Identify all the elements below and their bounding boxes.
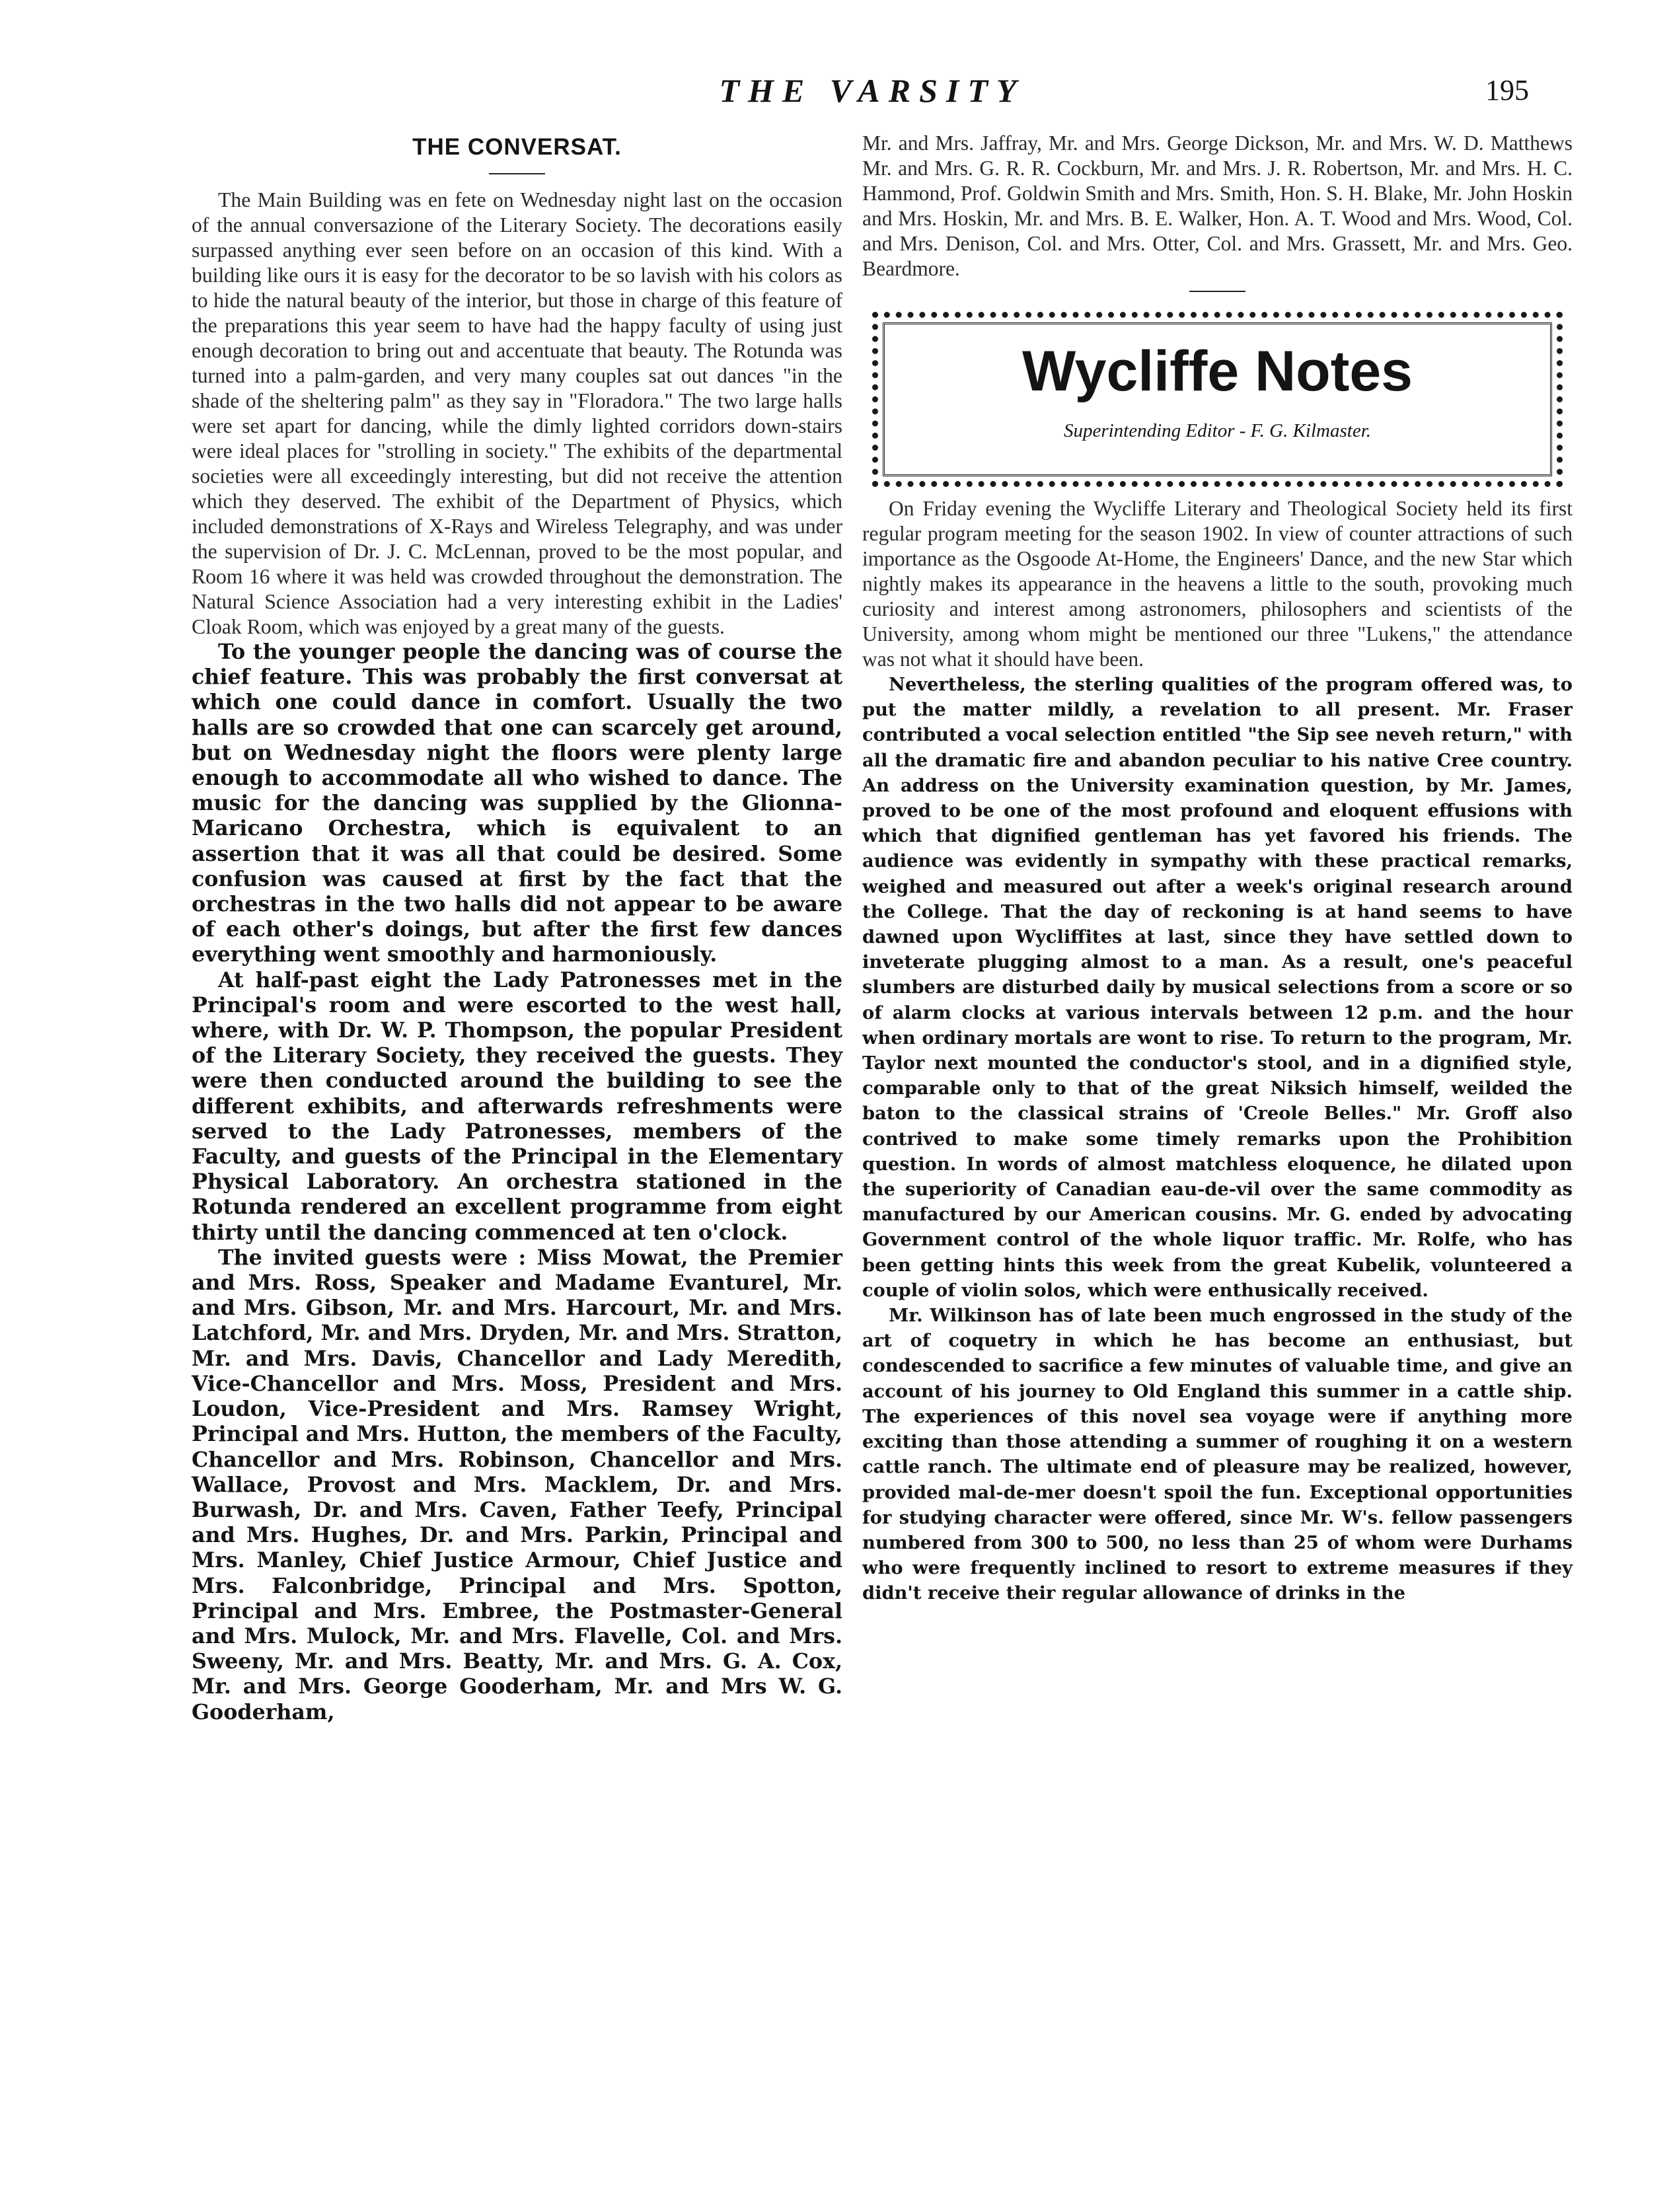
section-editor: Superintending Editor - F. G. Kilmaster. xyxy=(1063,420,1372,441)
article-paragraph: The Main Building was en fete on Wednesday night last on the occasion of the annual conversazione of the Literary Society. The decorations easily surpassed anything ever seen before on an occasion of this kind. With a building like ours it is easy for the decorator to be so lavish with his colors as to hide the natural beauty of the interior, but those in charge of this feature of the preparations this year seem to have had the happy faculty of using just enough decoration to bring out and accentuate that beauty. The Rotunda was turned into a palm-garden, and very many couples sat out dances "in the shade of the sheltering palm" as they say in "Floradora." The two large halls were set apart for dancing, while the dimly lighted corridors down-stairs were ideal places for "strolling in society." The exhibits of the departmental societies were all exceedingly interesting, but did not receive the attention which they deserved. The exhibit of the Department of Physics, which included demonstrations of X-Rays and Wireless Telegraphy, and was under the supervision of Dr. J. C. McLennan, proved to be the most popular, and Room 16 where it was held was crowded throughout the demonstration. The Natural Science Association had a very interesting exhibit in the Ladies' Cloak Room, which was enjoyed by a great many of the guests. xyxy=(192,188,842,638)
left-column xyxy=(192,131,842,1725)
guest-list-paragraph: The invited guests were : Miss Mowat, the Premier and Mrs. Ross, Speaker and Madame Evanturel, Mr. and Mrs. Gibson, Mr. and Mrs. Harcourt, Mr. and Mrs. Latchford, Mr. and Mrs. Dryden, Mr. and Mrs. Stratton, Mr. and Mrs. Davis, Chancellor and Lady Meredith, Vice-Chancellor and Mrs. Moss, President and Mrs. Loudon, Vice-President and Mrs. Ramsey Wright, Principal and Mrs. Hutton, the members of the Faculty, Chancellor and Mrs. Robinson, Chancellor and Mrs. Wallace, Provost and Mrs. Macklem, Dr. and Mrs. Burwash, Dr. and Mrs. Caven, Father Teefy, Principal and Mrs. Hughes, Dr. and Mrs. Parkin, Principal and Mrs. Manley, Chief Justice Armour, Chief Justice and Mrs. Falconbridge, Principal and Mrs. Spotton, Principal and Mrs. Embree, the Postmaster-General and Mrs. Mulock, Mr. and Mrs. Flavelle, Col. and Mrs. Sweeny, Mr. and Mrs. Beatty, Mr. and Mrs. G. A. Cox, Mr. and Mrs. George Gooderham, Mr. and Mrs W. G. Gooderham, xyxy=(192,1245,842,1724)
notes-paragraph: Mr. Wilkinson has of late been much engrossed in the study of the art of coquetry in which he has become an enthusiast, but condescended to sacrifice a few minutes of valuable time, and give an account of his journey to Old England this summer in a cattle ship. The experiences of this novel sea voyage were if anything more exciting than those attending a summer of roughing it on a western cattle ranch. The ultimate end of pleasure may be realized, however, provided mal-de-mer doesn't spoil the fun. Exceptional opportunities for studying character were offered, since Mr. W's. fellow passengers numbered from 300 to 500, no less than 25 of whom were Durhams who were frequently inclined to resort to extreme measures if they didn't receive their regular allowance of drinks in the xyxy=(862,1305,1573,1604)
guest-list-continuation: Mr. and Mrs. Jaffray, Mr. and Mrs. George Dickson, Mr. and Mrs. W. D. Matthews Mr. and Mrs. G. R. R. Cockburn, Mr. and Mrs. J. R. Robertson, Mr. and Mrs. H. C. Hammond, Prof. Goldwin Smith and Mrs. Smith, Hon. S. H. Blake, Mr. John Hoskin and Mrs. Hoskin, Mr. and Mrs. B. E. Walker, Hon. A. T. Wood and Mrs. Wood, Col. and Mrs. Denison, Col. and Mrs. Otter, Col. and Mrs. Grassett, Mr. and Mrs. Geo. Beardmore. xyxy=(862,131,1573,280)
section-title: Wycliffe Notes xyxy=(1022,340,1413,403)
notes-paragraph: On Friday evening the Wycliffe Literary and Theological Society held its first regular program meeting for the season 1902. In view of counter attractions of such importance as the Osgoode At-Home, the Engineers' Dance, and the new Star which nightly makes its appearance in the heavens a little to the south, provoking much curiosity and interest among astronomers, philosophers and scientists of the University, among whom might be mentioned our three "Lukens," the attendance was not what it should have been. xyxy=(862,497,1573,671)
heading-rule xyxy=(489,173,545,174)
article-paragraph: To the younger people the dancing was of course the chief feature. This was probably the first conversat at which one could dance in comfort. Usually the two halls are so crowded that one can scarcely get around, but on Wednesday night the floors were plenty large enough to accommodate all who wished to dance. The music for the dancing was supplied by the Glionna-Maricano Orchestra, which is equivalent to an assertion that it was all that could be desired. Some confusion was caused at first by the fact that the orchestras in the two halls did not appear to be aware of each other's doings, but after the first few dances everything went smoothly and harmoniously. xyxy=(192,640,842,967)
right-column xyxy=(862,131,1573,1606)
article-paragraph: At half-past eight the Lady Patronesses met in the Principal's room and were escorted to the west hall, where, with Dr. W. P. Thompson, the popular President of the Literary Society, they received the guests. They were then conducted around the building to see the different exhibits, and afterwards refreshments were served to the Lady Patronesses, members of the Faculty, and guests of the Principal in the Elementary Physical Laboratory. An orchestra stationed in the Rotunda rendered an excellent programme from eight thirty until the dancing commenced at ten o'clock. xyxy=(192,967,842,1245)
publication-title: THE VARSITY xyxy=(719,72,1025,109)
notes-paragraph: Nevertheless, the sterling qualities of the program offered was, to put the matter mildly, a revelation to all present. Mr. Fraser contributed a vocal selection entitled "the Sip see neveh return," with all the dramatic fire and abandon peculiar to his native Cree country. An address on the University examination question, by Mr. James, proved to be one of the most profound and eloquent effusions with which that dignified gentleman has yet favored his friends. The audience was evidently in sympathy with these practical remarks, weighed and measured out after a week's original research around the College. That the day of reckoning is at hand seems to have dawned upon Wycliffites at last, since they have settled down to inveterate plugging almost to a man. As a result, one's peaceful slumbers are disturbed daily by musical selections from a score or so of alarm clocks at various intervals between 12 p.m. and the hour when ordinary mortals are wont to rise. To return to the program, Mr. Taylor next mounted the conductor's stool, and in a dignified style, comparable only to that of the great Niksich himself, weilded the baton to the classical strains of 'Creole Belles." Mr. Groff also contrived to make some timely remarks upon the Prohibition question. In words of almost matchless eloquence, he dilated upon the superiority of Canadian eau-de-vil over the same commodity as manufactured by our American cousins. Mr. G. ended by advocating Government control of the whole liquor traffic. Mr. Rolfe, who has been getting hints this week from the great Kubelik, volunteered a couple of violin solos, which were enthusically received. xyxy=(862,674,1573,1301)
wycliffe-notes-banner xyxy=(872,312,1563,487)
article-heading: THE CONVERSAT. xyxy=(412,134,622,160)
masthead xyxy=(0,61,1671,120)
page-number: 195 xyxy=(1485,74,1529,106)
section-rule xyxy=(1189,291,1245,292)
